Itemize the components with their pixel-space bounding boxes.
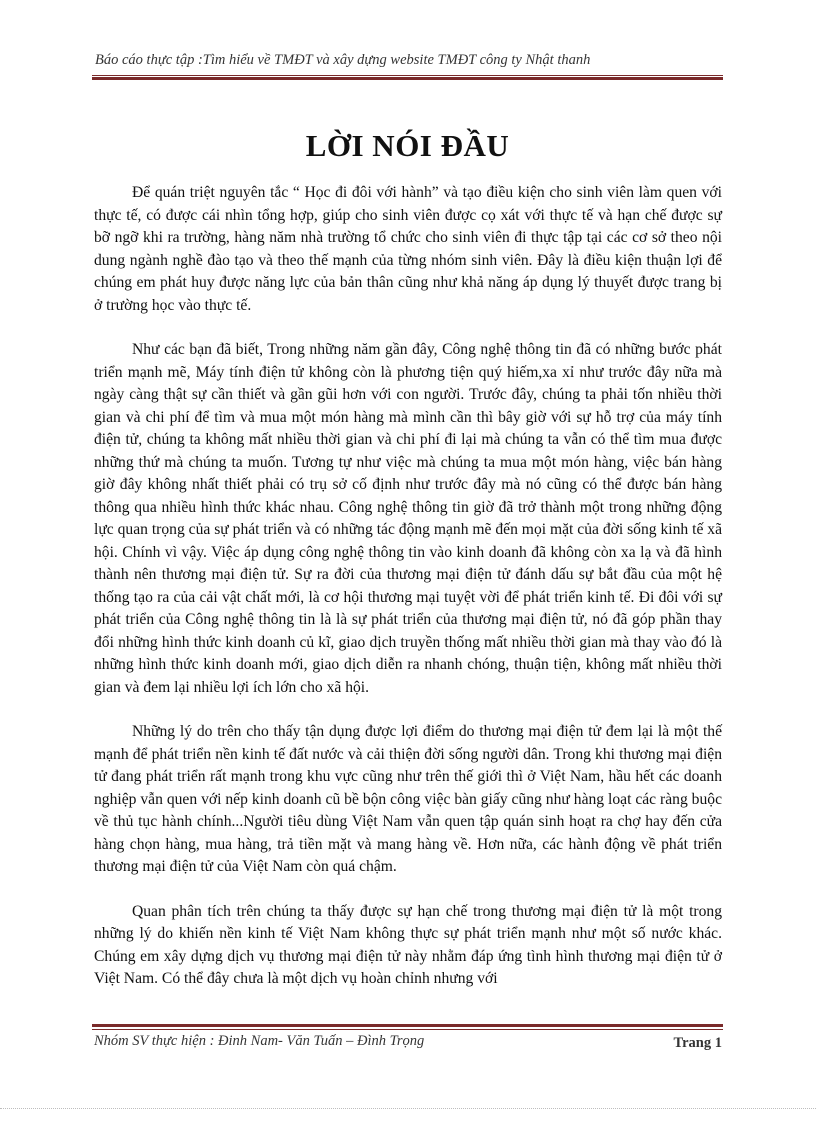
paragraph-2: Như các bạn đã biết, Trong những năm gần đây, Công nghệ thông tin đã có những bước phát triển mạnh mẽ, Máy tính điện tử không còn là phương tiện quý hiếm,xa xỉ như trước đây nữa mà ngày càng thật sự cần thiết và gần gũi hơn với con người. Trước đây, chúng ta phải tốn nhiều thời gian và chi phí để tìm và mua một món hàng mà mình cần thì bây giờ với sự hỗ trợ của máy tính điện tử, chúng ta không mất nhiều thời gian và chi phí đi lại mà chúng ta vẫn có thể tìm mua được những thứ mà chúng ta muốn. Tương tự như việc mà chúng ta mua một món hàng, việc bán hàng giờ đây không nhất thiết phải có trụ sở cố định như trước đây mà nó cũng có thể được bán hàng thông qua nhiều hình thức khác nhau. Công nghệ thông tin giờ đã trở thành một trong những động lực quan trọng của sự phát triển và có những tác động mạnh mẽ đến mọi mặt của đời sống kinh tế xã hội. Chính vì vậy. Việc áp dụng công nghệ thông tin vào kinh doanh đã không còn xa lạ và đã hình thành nên thương mại điện tử. Sự ra đời của thương mại điện tử đánh dấu sự bắt đầu của một hệ thống tạo ra của cải vật chất mới, là cơ hội thương mại tuyệt vời để phát triển kinh tế. Đi đôi với sự phát triển của Công nghệ thông tin là là sự phát triển của thương mại điện tử, nó đã góp phần thay đổi những hình thức kinh doanh củ kĩ, giao dịch truyền thống mất nhiều thời gian mà thay vào đó là những hình thức kinh doanh mới, giao dịch diễn ra nhanh chóng, thuận tiện, không mất nhiều thời gian và đem lại nhiều lợi ích lớn cho xã hội. <box>94 341 722 696</box>
page-boundary <box>0 1108 816 1109</box>
footer-rule-thin <box>92 1029 723 1030</box>
header-rule-thin <box>92 75 723 76</box>
paragraph-4: Quan phân tích trên chúng ta thấy được sự hạn chế trong thương mại điện tử là một trong những lý do khiến nền kinh tế Việt Nam không thực sự phát triển mạnh như một số nước khác. Chúng em xây dựng dịch vụ thương mại điện tử này nhằm đáp ứng tình hình thương mại điện tử ở Việt Nam. Có thể đây chưa là một dịch vụ hoàn chỉnh nhưng với <box>94 902 722 987</box>
paragraph-3: Những lý do trên cho thấy tận dụng được lợi điểm do thương mại điện tử đem lại là một thế mạnh để phát triển nền kinh tế đất nước và cải thiện đời sống người dân. Trong khi thương mại điện tử đang phát triển rất mạnh trong khu vực cũng như trên thế giới thì ở Việt Nam, hầu hết các doanh nghiệp vẫn quen với nếp kinh doanh cũ bề bộn công việc bàn giấy cũng như hàng loạt các ràng buộc về thủ tục hành chính...Người tiêu dùng Việt Nam vẫn quen tập quán sinh hoạt ra chợ hay đến cửa hàng chọn hàng, mua hàng, trả tiền mặt và mang hàng về. Hơn nữa, các hành động về phát triển thương mại điện tử của Việt Nam còn quá chậm. <box>94 723 722 875</box>
page-number: Trang 1 <box>673 1035 722 1051</box>
footer-authors: Nhóm SV thực hiện : Đinh Nam- Văn Tuấn – Đình Trọng <box>94 1033 425 1049</box>
page-title: LỜI NÓI ĐẦU <box>305 128 510 163</box>
document-body <box>94 182 722 1013</box>
running-header: Báo cáo thực tập :Tìm hiểu về TMĐT và xây dựng website TMĐT công ty Nhật thanh <box>95 52 591 68</box>
paragraph-1: Để quán triệt nguyên tắc “ Học đi đôi với hành” và tạo điều kiện cho sinh viên làm quen với thực tế, có được cái nhìn tổng hợp, giúp cho sinh viên được cọ xát với thực tế và hạn chế được sự bỡ ngỡ khi ra trường, hàng năm nhà trường tổ chức cho sinh viên đi thực tập tại các cơ sở theo nội dung ngành nghề đào tạo và theo thế mạnh của từng nhóm sinh viên. Đây là điều kiện thuận lợi để chúng em phát huy được năng lực của bản thân cũng như khả năng áp dụng lý thuyết được trang bị ở trường học vào thực tế. <box>94 184 722 314</box>
footer-rule-thick <box>92 1024 723 1027</box>
header-rule-thick <box>92 77 723 80</box>
